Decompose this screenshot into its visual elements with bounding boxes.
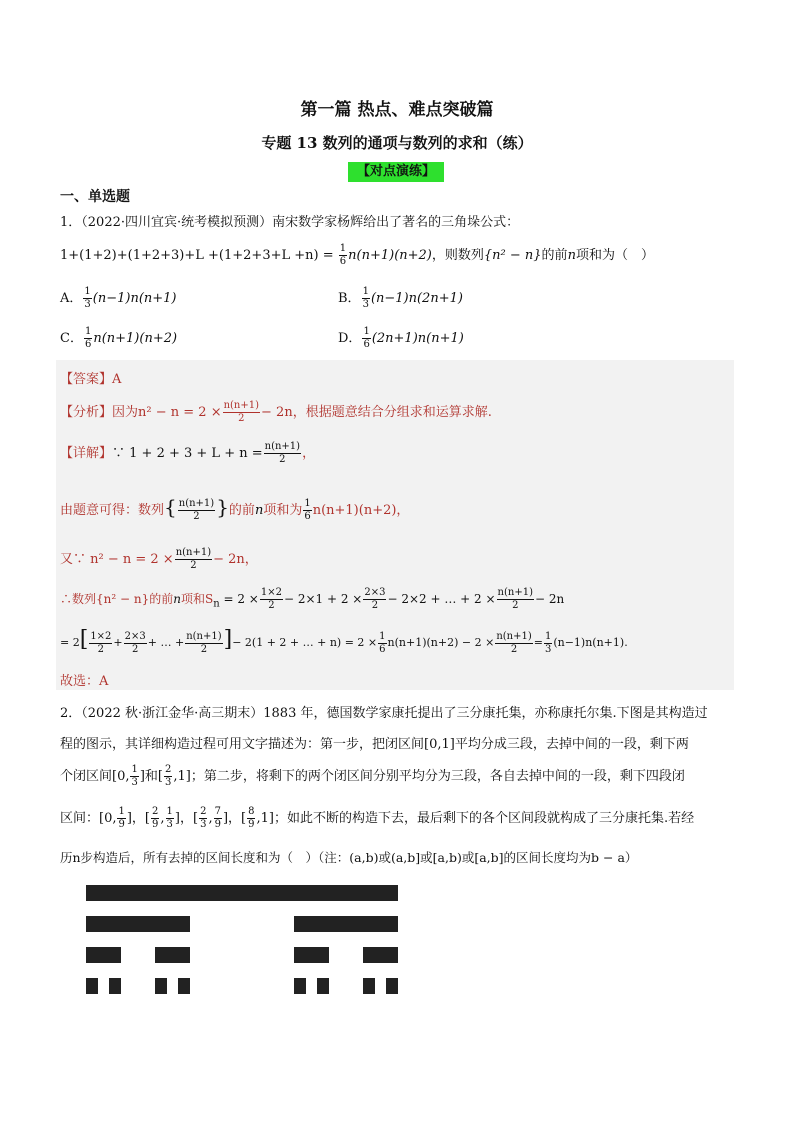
cantor-segment — [363, 947, 398, 963]
cantor-segment — [86, 916, 190, 932]
q2-line4: 区间：[0, $\frac{1}{9}$ ]，[ $\frac{2}{9}$ , $\frac{1}{3}$ ]，[ $\frac{2}{3}$ , $\frac{7}{9}$ ]，[ $\frac{8}{9}$ ,1]；如此不断的构造下去，最后剩下的各个区间段就构成了三分康托集.若经 — [60, 806, 695, 830]
q1-stem: 1．（2022·四川宜宾·统考模拟预测）南宋数学家杨辉给出了著名的三角垛公式： — [60, 215, 520, 230]
cantor-segment — [155, 947, 190, 963]
cantor-set-figure — [86, 885, 398, 1000]
q1-step2: 由题意可得：数列{ $\frac{n(n+1)}{2}$ }的前n项和为 $\frac{1}{6}$ n(n+1)(n+2)， — [60, 495, 410, 522]
cantor-segment — [386, 978, 398, 994]
q1-step5: = 2[ $\frac{1\times 2}{2}$ + $\frac{2\times 3}{2}$ + … + $\frac{n(n+1)}{2}$ ]− 2(1 + 2 + … + n) = 2 × $\frac{1}{6}$ n(n+1)(n+2) − 2 × $\frac{n(n+1)}{2}$ = $\frac{1}{3}$ (n−1)n(n+1). — [60, 627, 628, 655]
q1-option-d: D． $\frac{1}{6}$ (2n+1)n(n+1) — [338, 326, 464, 350]
cantor-segment — [155, 978, 167, 994]
cantor-segment — [294, 916, 398, 932]
q1-option-a: A． $\frac{1}{3}$ (n−1)n(n+1) — [60, 286, 177, 310]
q1-detail: 【详解】∵ 1 + 2 + 3 + L + n = $\frac{n(n+1)}{2}$ ， — [60, 441, 316, 465]
q1-step3: 又∵ n² − n = 2 × $\frac{n(n+1)}{2}$ − 2n， — [60, 547, 258, 571]
section-heading: 一、单选题 — [60, 189, 130, 205]
cantor-segment — [86, 947, 121, 963]
q1-step4: ∴数列{n² − n}的前n项和$S_n = 2$ × $\frac{1\times 2}{2}$ − 2×1 + 2 × $\frac{2\times 3}{2}$ − 2×2 + … + 2 × $\frac{n(n+1)}{2}$ − 2n — [60, 587, 565, 611]
q1-analysis: 【分析】因为n² − n = 2 × $\frac{n(n+1)}{2}$ − 2n，根据题意结合分组求和运算求解. — [60, 400, 492, 424]
cantor-segment — [109, 978, 121, 994]
q2-line3: 个闭区间[0, $\frac{1}{3}$ ]和[ $\frac{2}{3}$ ,1]；第二步，将剩下的两个闭区间分别平均分为三段，各自去掉中间的一段，剩下四段闭 — [60, 764, 685, 788]
cantor-segment — [294, 978, 306, 994]
q2-line1: 2．（2022 秋·浙江金华·高三期末）1883 年，德国数学家康托提出了三分康托集，亦称康托尔集.下图是其构造过 — [60, 706, 708, 721]
q1-final: 故选：A — [60, 674, 109, 689]
q1-answer: 【答案】A — [60, 372, 122, 387]
q1-option-b: B． $\frac{1}{3}$ (n−1)n(2n+1) — [338, 286, 463, 310]
practice-tag: 【对点演练】 — [348, 162, 444, 182]
q1-option-c: C． $\frac{1}{6}$ n(n+1)(n+2) — [60, 326, 178, 350]
cantor-segment — [178, 978, 190, 994]
q2-line2: 程的图示，其详细构造过程可用文字描述为：第一步，把闭区间[0,1]平均分成三段，去掉中间的一段，剩下两 — [60, 737, 689, 752]
q1-formula: 1+(1+2)+(1+2+3)+L +(1+2+3+L +n) = $\frac{1}{6}$ n(n+1)(n+2)，则数列{n² − n}的前n项和为（ ） — [60, 243, 654, 267]
cantor-segment — [294, 947, 329, 963]
page-subtitle: 专题 13 数列的通项与数列的求和（练） — [261, 134, 533, 152]
cantor-segment — [363, 978, 375, 994]
cantor-segment — [317, 978, 329, 994]
page-title: 第一篇 热点、难点突破篇 — [300, 100, 494, 120]
cantor-segment — [86, 978, 98, 994]
cantor-segment — [86, 885, 398, 901]
q2-line5: 历n步构造后，所有去掉的区间长度和为（ ）（注：(a,b)或(a,b]或[a,b)或[a,b]的区间长度均为b − a） — [60, 850, 638, 865]
